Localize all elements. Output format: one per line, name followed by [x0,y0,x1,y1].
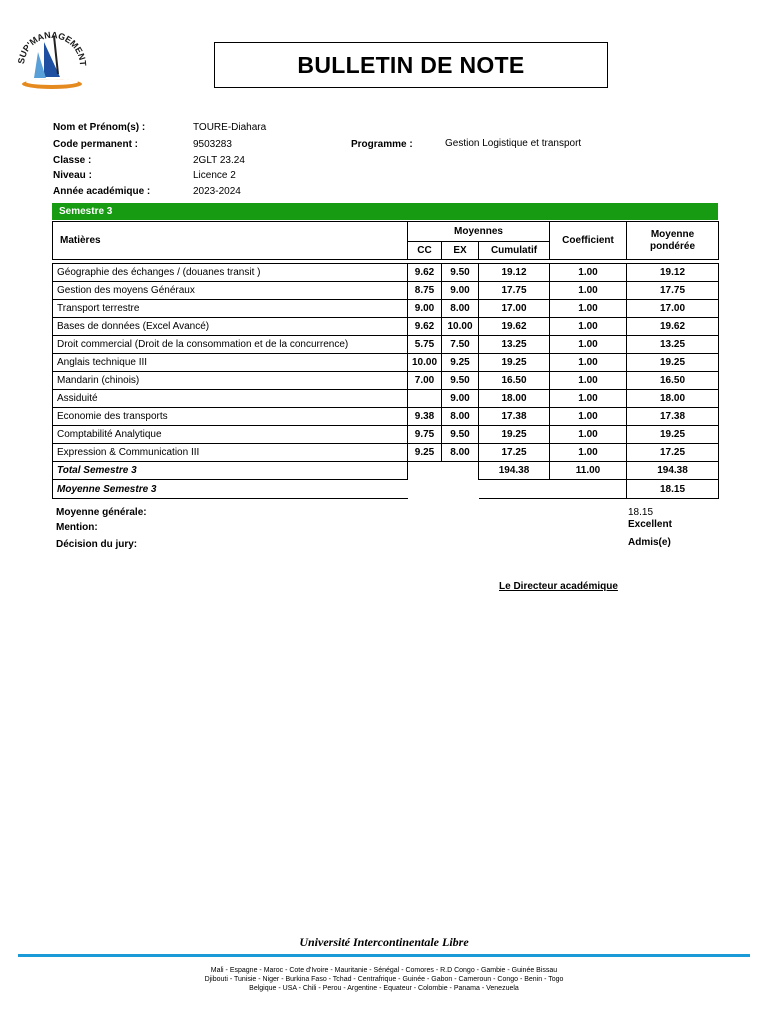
grade-ponderee: 19.25 [627,426,719,444]
subject-name: Bases de données (Excel Avancé) [53,318,408,336]
grade-cumulatif: 19.25 [479,426,550,444]
grade-cumulatif: 13.25 [479,336,550,354]
grade-ex: 9.50 [442,372,479,390]
grade-ponderee: 19.12 [627,264,719,282]
header-cc: CC [408,242,442,260]
code-label: Code permanent : [53,139,139,150]
mention-value: Excellent [628,519,672,530]
grade-ponderee: 17.75 [627,282,719,300]
grade-cc: 8.75 [408,282,442,300]
grade-cc: 7.00 [408,372,442,390]
grade-cumulatif: 16.50 [479,372,550,390]
page-title: BULLETIN DE NOTE [297,51,525,78]
grade-cc: 9.38 [408,408,442,426]
countries-line-2: Djibouti - Tunisie - Niger - Burkina Faso - Tchad - Centrafrique - Guinée - Gabon - Cameroun - Congo - Benin - Togo [204,976,564,983]
grade-ex: 10.00 [442,318,479,336]
moyenne-label: Moyenne Semestre 3 [53,480,408,499]
grade-ponderee: 16.50 [627,372,719,390]
total-cumulatif: 194.38 [479,462,550,480]
grade-cc: 9.62 [408,318,442,336]
title-box [214,42,608,88]
countries-line-1: Mali - Espagne - Maroc - Cote d'Ivoire - Mauritanie - Sénégal - Comores - R.D Congo - Gambie - Guinée Bissau [210,967,558,974]
header-ponderee-line1: Moyenne [650,228,695,240]
moyenne-row [53,480,719,499]
annee-value: 2023-2024 [193,186,241,197]
grade-ponderee: 17.25 [627,444,719,462]
footer-divider [18,954,750,957]
grade-cumulatif: 17.38 [479,408,550,426]
grade-ex: 8.00 [442,300,479,318]
subject-name: Anglais technique III [53,354,408,372]
subject-name: Gestion des moyens Généraux [53,282,408,300]
grade-ex: 8.00 [442,408,479,426]
subject-name: Mandarin (chinois) [53,372,408,390]
header-moyennes: Moyennes [408,222,550,242]
grade-coefficient: 1.00 [550,426,627,444]
logo-text: SUP'MANAGEMENT [16,29,89,67]
grade-coefficient: 1.00 [550,336,627,354]
moyenne-coef-blank [550,480,627,499]
subject-name: Droit commercial (Droit de la consommation et de la concurrence) [53,336,408,354]
grade-ponderee: 19.25 [627,354,719,372]
table-row [53,300,719,318]
moyenne-generale-value: 18.15 [628,507,654,518]
grade-ex: 9.25 [442,354,479,372]
grade-cc: 5.75 [408,336,442,354]
grade-cumulatif: 17.75 [479,282,550,300]
total-ex-blank [442,462,479,480]
grade-ex: 7.50 [442,336,479,354]
subject-name: Expression & Communication III [53,444,408,462]
grade-cc: 9.00 [408,300,442,318]
total-label: Total Semestre 3 [53,462,408,480]
grade-cumulatif: 17.00 [479,300,550,318]
grade-ex: 9.00 [442,390,479,408]
grade-cc [408,390,442,408]
grade-ponderee: 17.00 [627,300,719,318]
decision-value: Admis(e) [628,537,671,548]
grade-coefficient: 1.00 [550,300,627,318]
table-row [53,444,719,462]
table-row [53,282,719,300]
table-row [53,264,719,282]
grade-ponderee: 18.00 [627,390,719,408]
name-label: Nom et Prénom(s) : [53,122,146,133]
grade-cc: 9.62 [408,264,442,282]
grade-ex: 9.50 [442,426,479,444]
header-coefficient: Coefficient [550,222,627,260]
grade-ponderee: 19.62 [627,318,719,336]
moyenne-cc-blank [408,480,442,499]
total-cc-blank [408,462,442,480]
university-name: Université Intercontinentale Libre [299,935,469,949]
countries-line-3: Belgique - USA - Chili - Perou - Argentine - Equateur - Colombie - Panama - Venezuela [249,985,519,992]
grade-coefficient: 1.00 [550,372,627,390]
school-logo [14,22,90,92]
grade-coefficient: 1.00 [550,282,627,300]
grade-cc: 9.75 [408,426,442,444]
director-signature: Le Directeur académique [499,581,618,592]
programme-label: Programme : [351,139,413,150]
total-coef: 11.00 [550,462,627,480]
decision-label: Décision du jury: [56,539,138,550]
table-row [53,426,719,444]
grade-cumulatif: 19.12 [479,264,550,282]
grade-cumulatif: 19.25 [479,354,550,372]
grade-cumulatif: 17.25 [479,444,550,462]
header-ex: EX [442,242,479,260]
grade-ponderee: 13.25 [627,336,719,354]
classe-label: Classe : [53,155,92,166]
moyenne-cumulatif-blank [479,480,550,499]
grade-coefficient: 1.00 [550,354,627,372]
header-cumulatif: Cumulatif [479,242,550,260]
table-row [53,354,719,372]
moyenne-generale-label: Moyenne générale: [56,507,147,518]
grade-coefficient: 1.00 [550,318,627,336]
niveau-label: Niveau : [53,170,92,181]
grade-coefficient: 1.00 [550,444,627,462]
table-row [53,318,719,336]
header-moyenne-ponderee [627,222,719,260]
grade-ex: 9.50 [442,264,479,282]
total-row [53,462,719,480]
mention-label: Mention: [56,522,98,533]
grade-ponderee: 17.38 [627,408,719,426]
table-row [53,336,719,354]
grade-coefficient: 1.00 [550,390,627,408]
grade-cumulatif: 18.00 [479,390,550,408]
moyenne-ponderee: 18.15 [627,480,719,499]
header-ponderee-line2: pondérée [650,240,696,252]
name-value: TOURE-Diahara [193,122,267,133]
grade-cc: 9.25 [408,444,442,462]
table-header-row [53,222,719,242]
subject-name: Transport terrestre [53,300,408,318]
annee-label: Année académique : [53,186,151,197]
programme-value: Gestion Logistique et transport [445,138,582,149]
table-row [53,408,719,426]
grades-table [52,221,719,499]
subject-name: Géographie des échanges / (douanes transit ) [53,264,408,282]
classe-value: 2GLT 23.24 [193,155,245,166]
table-row [53,390,719,408]
grade-ex: 9.00 [442,282,479,300]
grade-cumulatif: 19.62 [479,318,550,336]
code-value: 9503283 [193,139,232,150]
subject-name: Comptabilité Analytique [53,426,408,444]
table-row [53,372,719,390]
grade-coefficient: 1.00 [550,264,627,282]
semester-banner: Semestre 3 [52,203,718,220]
grade-coefficient: 1.00 [550,408,627,426]
header-matieres: Matières [53,222,408,260]
subject-name: Economie des transports [53,408,408,426]
moyenne-ex-blank [442,480,479,499]
niveau-value: Licence 2 [193,170,236,181]
total-ponderee: 194.38 [627,462,719,480]
subject-name: Assiduité [53,390,408,408]
grade-cc: 10.00 [408,354,442,372]
grade-ex: 8.00 [442,444,479,462]
